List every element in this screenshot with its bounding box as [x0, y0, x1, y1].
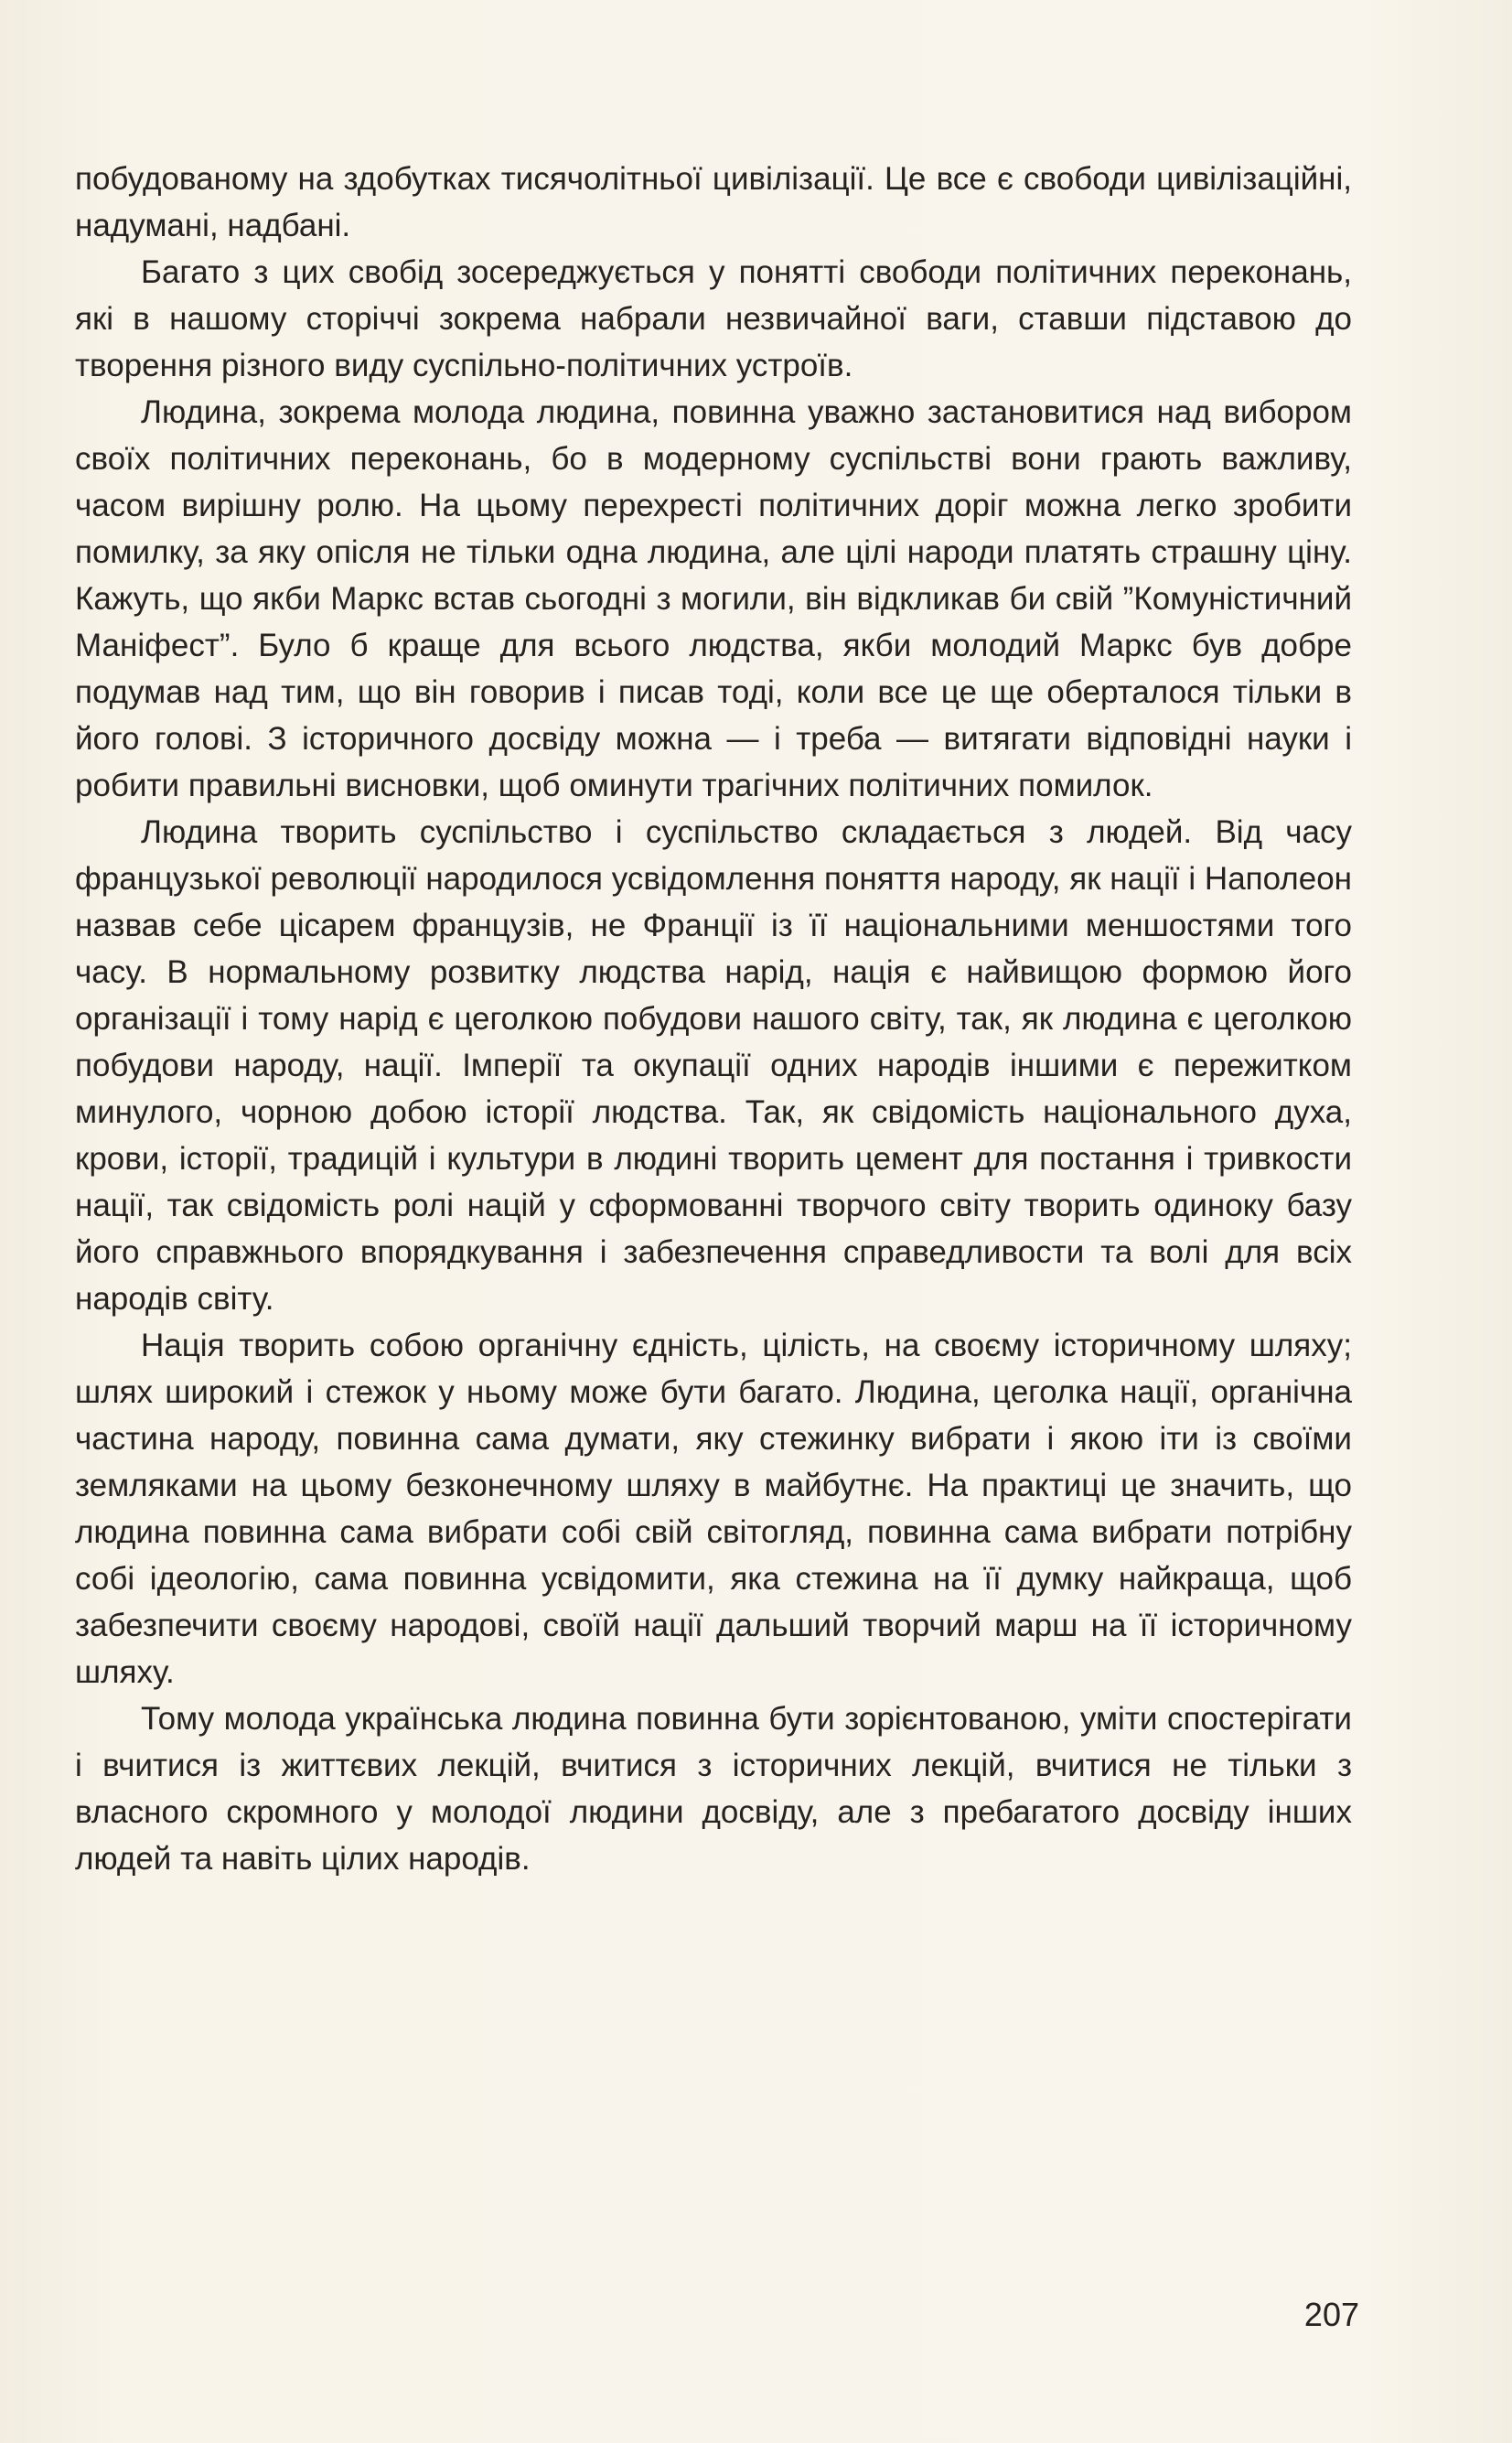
paragraph-4: Людина творить суспільство і суспільство складається з людей. Від часу французької революції народилося усвідомлення поняття народу, як нації і Наполеон назвав себе цісарем французів, не Франції із її національними меншостями того часу. В нормальному розвитку людства нарід, нація є найвищою формою його організації і тому нарід є цеголкою побудови нашого світу, так, як людина є цеголкою побудови народу, нації. Імперії та окупації одних народів іншими є пережитком минулого, чорною добою історії людства. Так, як свідомість національного духа, крови, історії, традицій і культури в людині творить цемент для постання і тривкости нації, так свідомість ролі націй у сформованні творчого світу творить одиноку базу його справжнього впорядкування і забезпечення справедливости та волі для всіх народів світу. [75, 814, 1352, 1317]
paragraph-3: Людина, зокрема молода людина, повинна уважно застановитися над вибором своїх політичних переконань, бо в модерному суспільстві вони грають важливу, часом вирішну ролю. На цьому перехресті політичних доріг можна легко зробити помилку, за яку опісля не тільки одна людина, але цілі народи платять страшну ціну. Кажуть, що якби Маркс встав сьогодні з могили, він відкликав би свій ”Комуністичний Маніфест”. Було б краще для всього людства, якби молодий Маркс був добре подумав над тим, що він говорив і писав тоді, коли все це ще оберталося тільки в його голові. З історичного досвіду можна — і треба — витягати відповідні науки і робити правильні висновки, щоб оминути трагічних політичних помилок. [75, 394, 1352, 803]
body-text [75, 156, 1352, 1882]
paragraph-2: Багато з цих свобід зосереджується у понятті свободи політичних переконань, які в нашому сторіччі зокрема набрали незвичайної ваги, ставши підставою до творення різного виду суспільно-політичних устроїв. [75, 254, 1352, 383]
paragraph-5: Нація творить собою органічну єдність, цілість, на своєму історичному шляху; шлях широкий і стежок у ньому може бути багато. Людина, цеголка нації, органічна частина народу, повинна сама думати, яку стежинку вибрати і якою іти із своїми земляками на цьому безконечному шляху в майбутнє. На практиці це значить, що людина повинна сама вибрати собі свій світогляд, повинна сама вибрати потрібну собі ідеологію, сама повинна усвідомити, яка стежина на її думку найкраща, щоб забезпечити своєму народові, своїй нації дальший творчий марш на її історичному шляху. [75, 1328, 1352, 1690]
paragraph-1: побудованому на здобутках тисячолітньої цивілізації. Це все є свободи цивілізаційні, надумані, надбані. [75, 161, 1352, 243]
page-number: 207 [1303, 2296, 1359, 2333]
paragraph-6: Тому молода українська людина повинна бути зорієнтованою, уміти спостерігати і вчитися із життєвих лекцій, вчитися з історичних лекцій, вчитися не тільки з власного скромного у молодої людини досвіду, але з пребагатого досвіду інших людей та навіть цілих народів. [75, 1701, 1352, 1877]
